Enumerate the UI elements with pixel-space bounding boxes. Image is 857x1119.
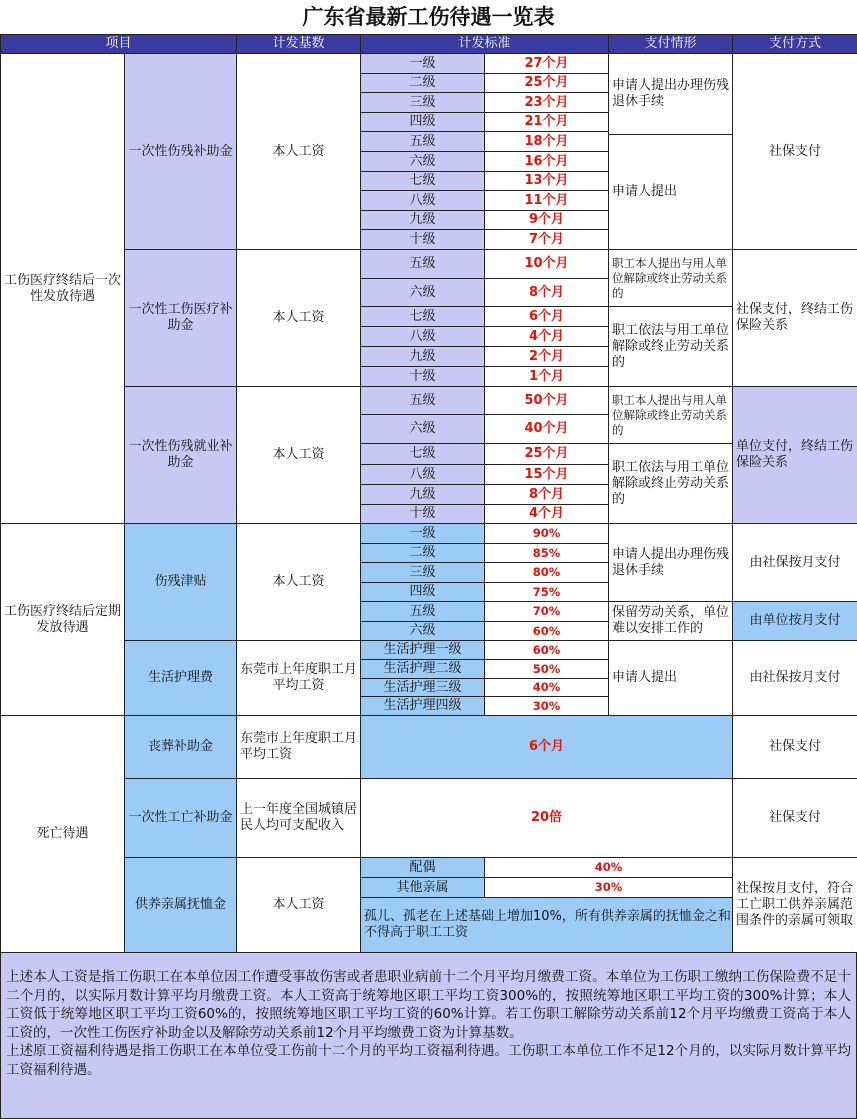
grade-label: 配偶 bbox=[360, 857, 485, 878]
grade-value: 23个月 bbox=[484, 92, 609, 113]
situation-cell: 职工依法与用工单位解除或终止劳动关系的 bbox=[608, 306, 733, 387]
item-label: 丧葬补助金 bbox=[124, 715, 237, 779]
base-cell: 本人工资 bbox=[236, 249, 361, 387]
item-label: 一次性工伤医疗补助金 bbox=[124, 249, 237, 387]
grade-value: 75% bbox=[484, 582, 609, 602]
header-cell: 支付方式 bbox=[732, 34, 857, 54]
grade-value: 85% bbox=[484, 543, 609, 563]
grade-label: 一级 bbox=[360, 53, 485, 74]
grade-label: 六级 bbox=[360, 151, 485, 172]
grade-label: 九级 bbox=[360, 484, 485, 505]
payment-cell: 社保支付 bbox=[732, 53, 857, 250]
grade-label: 其他亲属 bbox=[360, 877, 485, 898]
situation-cell: 申请人提出办理伤残退休手续 bbox=[608, 53, 733, 135]
footer-note-welfare: 上述原工资福利待遇是指工伤职工在本单位受工伤前十二个月的平均工资福利待遇。工伤职工本单位工作不足12个月的，以实际月数计算平均工资福利待遇。 bbox=[6, 1043, 851, 1078]
grade-label: 七级 bbox=[360, 171, 485, 191]
grade-value: 27个月 bbox=[484, 53, 609, 74]
situation-cell: 职工本人提出与用人单位解除或终止劳动关系的 bbox=[608, 386, 733, 444]
item-label: 一次性工亡补助金 bbox=[124, 778, 237, 858]
base-cell: 东莞市上年度职工月平均工资 bbox=[236, 640, 361, 716]
situation-cell: 职工依法与用工单位解除或终止劳动关系的 bbox=[608, 443, 733, 524]
grade-label: 三级 bbox=[360, 92, 485, 113]
grade-label: 四级 bbox=[360, 582, 485, 602]
footer-note-wage: 上述本人工资是指工伤职工在本单位因工作遭受事故伤害或者患职业病前十二个月平均月缴费工资。本单位为工伤职工缴纳工伤保险费不足十二个月的，以实际月数计算平均月缴费工资。本人工资高于统筹地区职工平均工资300%的，按照统筹地区职工平均工资的300%计算；本人工资低于统筹地区职工平均工资60%的，按照统筹地区职工平均工资的60%计算。若工伤职工解除劳动关系前12个月平均缴费工资高于本人工资的，一次性工伤医疗补助金以及解除劳动关系前12个月平均缴费工资为计算基数。 bbox=[6, 969, 851, 1041]
grade-value: 13个月 bbox=[484, 171, 609, 191]
base-cell: 本人工资 bbox=[236, 53, 361, 250]
situation-cell: 申请人提出 bbox=[608, 134, 733, 250]
grade-value: 2个月 bbox=[484, 346, 609, 367]
grade-label: 二级 bbox=[360, 543, 485, 563]
grade-value: 80% bbox=[484, 562, 609, 583]
relatives-note: 孤儿、孤老在上述基础上增加10%，所有供养亲属的抚恤金之和不得高于职工工资 bbox=[360, 897, 733, 953]
payment-cell: 由社保按月支付 bbox=[732, 640, 857, 716]
grade-value: 21个月 bbox=[484, 112, 609, 132]
grade-value: 30% bbox=[484, 877, 733, 898]
grade-value: 8个月 bbox=[484, 278, 609, 307]
header-cell: 项目 bbox=[0, 34, 237, 54]
standard-value: 20倍 bbox=[360, 778, 733, 858]
situation-cell: 申请人提出办理伤残退休手续 bbox=[608, 523, 733, 602]
grade-value: 1个月 bbox=[484, 366, 609, 387]
standard-value: 6个月 bbox=[360, 715, 733, 779]
grade-label: 一级 bbox=[360, 523, 485, 544]
header-cell: 计发标准 bbox=[360, 34, 609, 54]
grade-value: 60% bbox=[484, 621, 609, 641]
base-cell: 本人工资 bbox=[236, 857, 361, 953]
item-label: 生活护理费 bbox=[124, 640, 237, 716]
grade-value: 10个月 bbox=[484, 249, 609, 279]
page-title: 广东省最新工伤待遇一览表 bbox=[302, 5, 555, 29]
grade-value: 40% bbox=[484, 857, 733, 878]
grade-label: 生活护理二级 bbox=[360, 659, 485, 679]
situation-cell: 职工本人提出与用人单位解除或终止劳动关系的 bbox=[608, 249, 733, 307]
grade-label: 生活护理四级 bbox=[360, 696, 485, 716]
grade-label: 三级 bbox=[360, 562, 485, 583]
header-cell: 计发基数 bbox=[236, 34, 361, 54]
grade-label: 二级 bbox=[360, 73, 485, 93]
grade-label: 七级 bbox=[360, 443, 485, 465]
grade-label: 十级 bbox=[360, 504, 485, 524]
grade-value: 30% bbox=[484, 696, 609, 716]
grade-label: 五级 bbox=[360, 601, 485, 622]
grade-value: 6个月 bbox=[484, 306, 609, 327]
grade-label: 五级 bbox=[360, 386, 485, 415]
situation-cell: 保留劳动关系，单位难以安排工作的 bbox=[608, 601, 733, 641]
grade-label: 生活护理一级 bbox=[360, 640, 485, 660]
grade-label: 十级 bbox=[360, 366, 485, 387]
grade-value: 18个月 bbox=[484, 131, 609, 152]
payment-cell: 由社保按月支付 bbox=[732, 523, 857, 602]
grade-value: 60% bbox=[484, 640, 609, 660]
item-label: 供养亲属抚恤金 bbox=[124, 857, 237, 953]
base-cell: 上一年度全国城镇居民人均可支配收入 bbox=[236, 778, 361, 858]
grade-value: 50个月 bbox=[484, 386, 609, 415]
grade-label: 八级 bbox=[360, 464, 485, 485]
item-label: 伤残津贴 bbox=[124, 523, 237, 641]
grade-label: 生活护理三级 bbox=[360, 678, 485, 697]
grade-label: 五级 bbox=[360, 131, 485, 152]
payment-cell: 社保支付，终结工伤保险关系 bbox=[732, 249, 857, 387]
grade-value: 16个月 bbox=[484, 151, 609, 172]
grade-label: 五级 bbox=[360, 249, 485, 279]
category-label: 工伤医疗终结后一次性发放待遇 bbox=[0, 53, 125, 524]
grade-label: 七级 bbox=[360, 306, 485, 327]
grade-label: 八级 bbox=[360, 190, 485, 211]
category-label: 工伤医疗终结后定期发放待遇 bbox=[0, 523, 125, 716]
base-cell: 东莞市上年度职工月平均工资 bbox=[236, 715, 361, 779]
grade-value: 9个月 bbox=[484, 210, 609, 230]
payment-cell: 由单位按月支付 bbox=[732, 601, 857, 641]
footer-notes bbox=[0, 952, 857, 1119]
grade-value: 8个月 bbox=[484, 484, 609, 505]
base-cell: 本人工资 bbox=[236, 523, 361, 641]
grade-value: 25个月 bbox=[484, 73, 609, 93]
grade-label: 九级 bbox=[360, 346, 485, 367]
payment-cell: 单位支付，终结工伤保险关系 bbox=[732, 386, 857, 524]
category-label: 死亡待遇 bbox=[0, 715, 125, 953]
payment-cell: 社保支付 bbox=[732, 778, 857, 858]
grade-value: 15个月 bbox=[484, 464, 609, 485]
grade-value: 4个月 bbox=[484, 504, 609, 524]
grade-label: 六级 bbox=[360, 278, 485, 307]
base-cell: 本人工资 bbox=[236, 386, 361, 524]
grade-label: 十级 bbox=[360, 229, 485, 250]
grade-value: 4个月 bbox=[484, 326, 609, 347]
item-label: 一次性伤残补助金 bbox=[124, 53, 237, 250]
grade-label: 八级 bbox=[360, 326, 485, 347]
situation-cell: 申请人提出 bbox=[608, 640, 733, 716]
grade-value: 90% bbox=[484, 523, 609, 544]
grade-label: 六级 bbox=[360, 414, 485, 444]
grade-label: 四级 bbox=[360, 112, 485, 132]
grade-label: 六级 bbox=[360, 621, 485, 641]
payment-cell: 社保按月支付，符合工亡职工供养亲属范围条件的亲属可领取 bbox=[732, 857, 857, 953]
grade-value: 40% bbox=[484, 678, 609, 697]
item-label: 一次性伤残就业补助金 bbox=[124, 386, 237, 524]
grade-label: 九级 bbox=[360, 210, 485, 230]
payment-cell: 社保支付 bbox=[732, 715, 857, 779]
grade-value: 11个月 bbox=[484, 190, 609, 211]
grade-value: 70% bbox=[484, 601, 609, 622]
grade-value: 7个月 bbox=[484, 229, 609, 250]
grade-value: 40个月 bbox=[484, 414, 609, 444]
grade-value: 25个月 bbox=[484, 443, 609, 465]
header-cell: 支付情形 bbox=[608, 34, 733, 54]
grade-value: 50% bbox=[484, 659, 609, 679]
